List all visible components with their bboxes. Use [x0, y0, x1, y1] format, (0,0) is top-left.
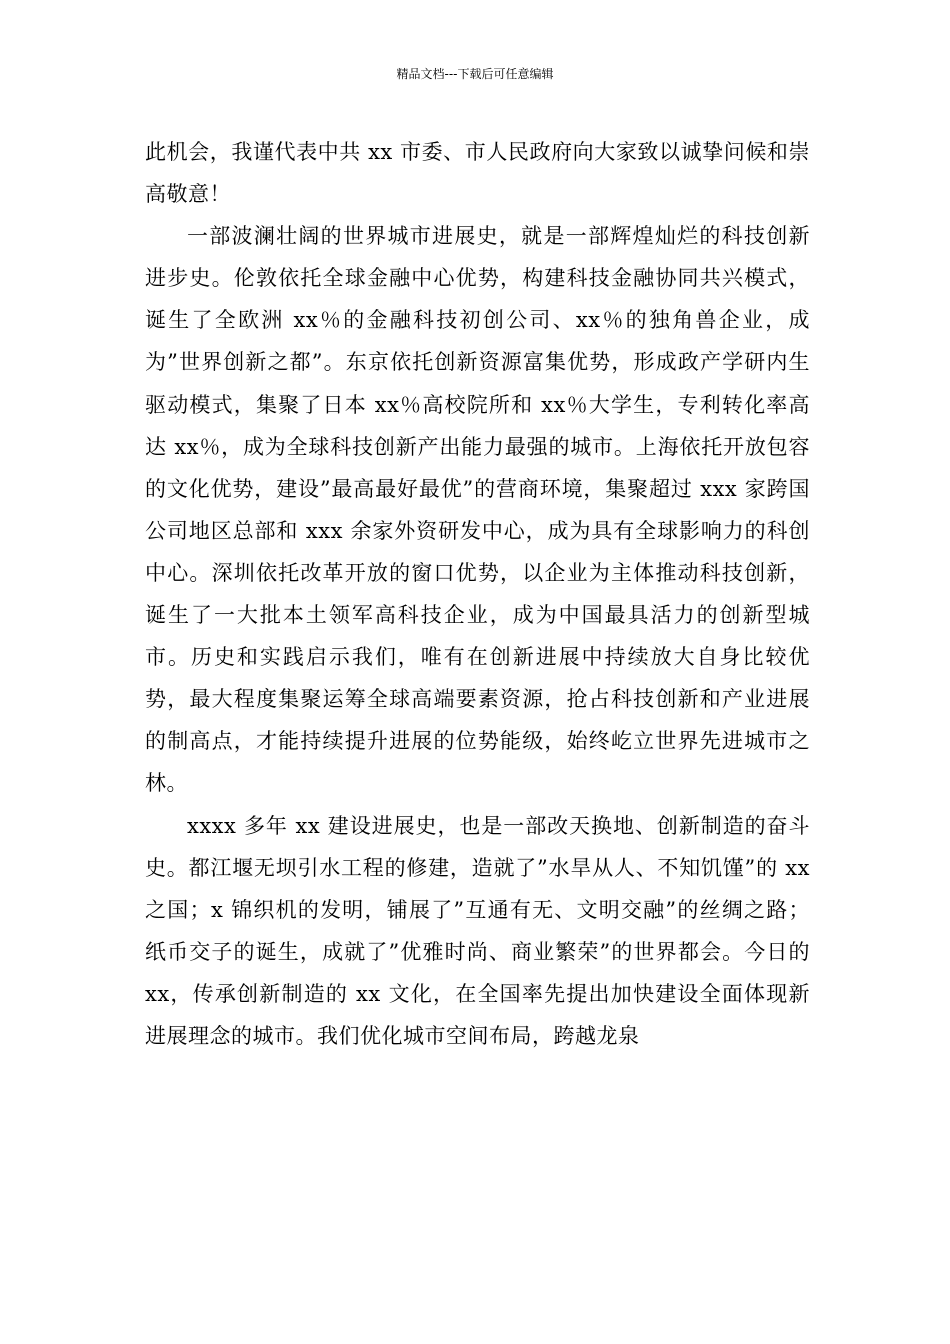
paragraph-1: 此机会，我谨代表中共 xx 市委、市人民政府向大家致以诚挚问候和崇高敬意！	[145, 140, 810, 207]
document-body	[145, 131, 810, 1057]
paragraph-2: 一部波澜壮阔的世界城市进展史，就是一部辉煌灿烂的科技创新进步史。伦敦依托全球金融中心优势，构建科技金融协同共兴模式，诞生了全欧洲 xx％的金融科技初创公司、xx％的独角兽企业，成为”世界创新之都”。东京依托创新资源富集优势，形成政产学研内生驱动模式，集聚了日本 xx％高校院所和 xx％大学生，专利转化率高达 xx％，成为全球科技创新产出能力最强的城市。上海依托开放包容的文化优势，建设”最高最好最优”的营商环境，集聚超过 xxx 家跨国公司地区总部和 xxx 余家外资研发中心，成为具有全球影响力的科创中心。深圳依托改革开放的窗口优势，以企业为主体推动科技创新，诞生了一大批本土领军高科技企业，成为中国最具活力的创新型城市。历史和实践启示我们，唯有在创新进展中持续放大自身比较优势，最大程度集聚运筹全球高端要素资源，抢占科技创新和产业进展的制高点，才能持续提升进展的位势能级，始终屹立世界先进城市之林。	[145, 224, 810, 796]
paragraph-3: xxxx 多年 xx 建设进展史，也是一部改天换地、创新制造的奋斗史。都江堰无坝引水工程的修建，造就了”水旱从人、不知饥馑”的 xx 之国；x 锦织机的发明，铺展了”互通有无、文明交融”的丝绸之路；纸币交子的诞生，成就了”优雅时尚、商业繁荣”的世界都会。今日的 xx，传承创新制造的 xx 文化，在全国率先提出加快建设全面体现新进展理念的城市。我们优化城市空间布局，跨越龙泉	[145, 813, 810, 1048]
page-header: 精品文档---下载后可任意编辑	[396, 67, 554, 81]
